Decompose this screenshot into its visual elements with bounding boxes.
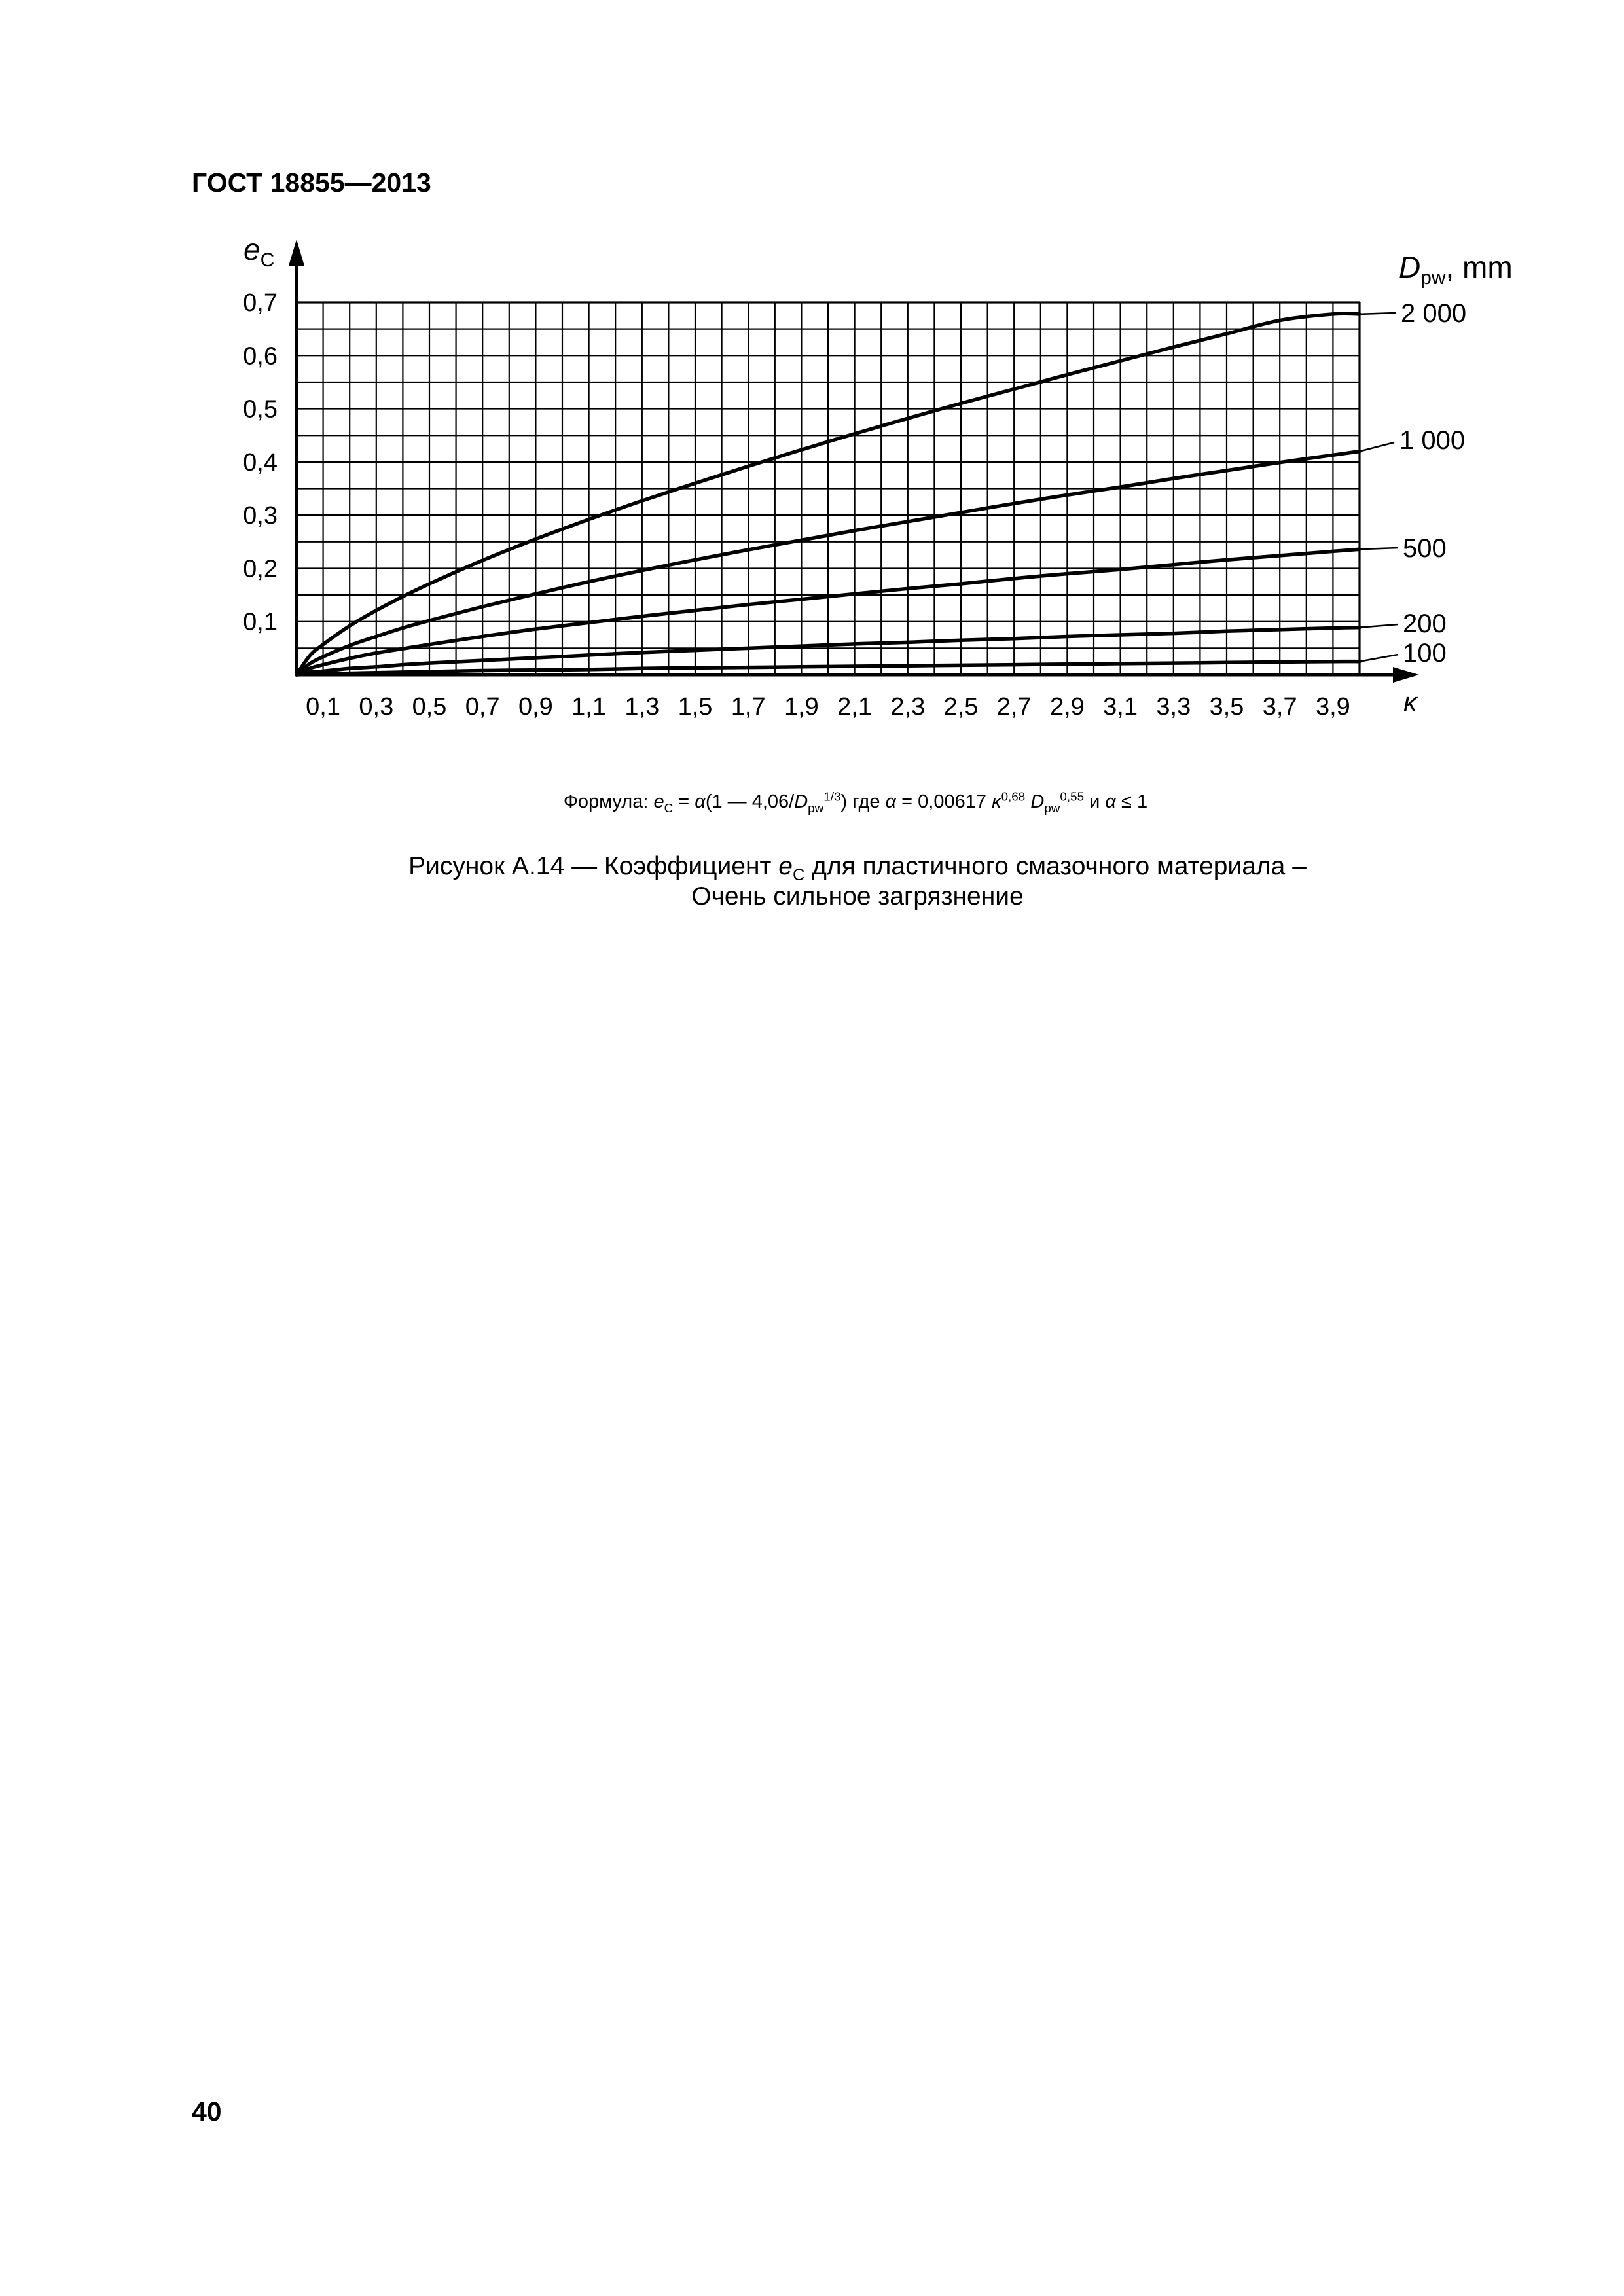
x-tick-label: 0,7 [465,693,500,721]
series-title-subscript: pw [1420,267,1446,289]
formula-text: (1 — 4,06/ [705,791,795,812]
x-tick-label: 1,7 [731,693,766,721]
x-tick-label: 0,5 [412,693,447,721]
chart-grid [297,302,1360,675]
y-tick-label: 0,6 [243,342,278,370]
formula-subscript: pw [1044,800,1060,815]
caption-text: для пластичного смазочного материала – [804,852,1307,880]
x-tick-label: 2,5 [943,693,979,721]
curve-leader-line-100 [1360,655,1398,662]
formula-variable: D [794,791,808,812]
caption-text: Рисунок А.14 — Коэффициент [408,852,779,880]
formula [95,789,1616,815]
x-axis-label [1403,689,1417,716]
y-tick-label: 0,3 [243,502,278,530]
formula-superscript: 0,68 [1001,789,1026,804]
chart-curve-labels [1399,299,1466,668]
chart [0,0,1624,785]
y-tick-label: 0,2 [243,555,278,583]
x-tick-label: 0,3 [359,693,394,721]
curve-leader-line-200 [1360,624,1398,628]
formula-subscript: C [664,800,674,815]
y-tick-label: 0,5 [243,395,278,423]
x-tick-label: 1,5 [677,693,713,721]
series-title-symbol: D [1399,250,1421,284]
figure-caption-line-2: Очень сильное загрязнение [691,882,1024,910]
x-tick-label: 3,9 [1315,693,1350,721]
series-title-unit: , mm [1445,250,1513,284]
formula-text: ≤ 1 [1115,791,1148,812]
x-tick-label: 0,1 [306,693,341,721]
x-tick-label: 3,7 [1262,693,1297,721]
x-tick-label: 3,3 [1156,693,1191,721]
formula-text: = [673,791,695,812]
document-header: ГОСТ 18855—2013 [192,168,431,198]
formula-text: = 0,00617 [896,791,992,812]
curve-leader-line-500 [1360,548,1398,549]
x-tick-label: 2,7 [996,693,1032,721]
page-number: 40 [192,2096,222,2126]
y-tick-label: 0,4 [243,448,278,476]
formula-subscript: pw [808,800,824,815]
curve-leader-line-2000 [1360,313,1396,314]
formula-variable: e [653,791,664,812]
curve-label-100: 100 [1403,639,1447,668]
formula-variable: D [1030,791,1045,812]
caption-variable: e [778,852,793,880]
formula-variable: α [695,791,706,812]
curve-label-500: 500 [1403,534,1447,563]
y-axis-label-subscript: C [260,249,275,272]
formula-text: и [1084,791,1106,812]
curve-label-2000: 2 000 [1401,299,1467,328]
figure-caption-line-1 [95,852,1620,884]
x-tick-label: 2,3 [890,693,926,721]
formula-variable: κ [992,791,1001,812]
x-tick-label: 3,5 [1209,693,1244,721]
x-axis-label-symbol: κ [1403,687,1417,717]
x-tick-label: 1,9 [784,693,819,721]
curve-label-1000: 1 000 [1399,426,1466,455]
y-axis-arrow-icon [289,240,304,266]
curve-leader-line-1000 [1360,442,1394,452]
formula-text: Формула: [563,791,654,812]
y-tick-label: 0,7 [243,289,278,317]
caption-subscript: C [792,865,805,884]
formula-superscript: 0,55 [1060,789,1085,804]
x-tick-label: 1,3 [624,693,660,721]
x-tick-label: 3,1 [1103,693,1138,721]
formula-variable: α [885,791,897,812]
x-tick-label: 1,1 [571,693,607,721]
formula-text: ) где [840,791,886,812]
chart-tick-labels [243,289,1350,721]
y-axis-label-symbol: e [244,232,261,266]
series-title [1399,250,1513,289]
formula-variable: α [1105,791,1116,812]
y-axis-label [244,232,275,272]
y-tick-label: 0,1 [243,608,278,636]
x-tick-label: 2,9 [1049,693,1085,721]
formula-superscript: 1/3 [823,789,841,804]
x-tick-label: 2,1 [837,693,873,721]
curve-label-200: 200 [1403,609,1447,638]
chart-curves [297,313,1398,675]
x-axis-arrow-icon [1393,667,1419,683]
x-tick-label: 0,9 [518,693,553,721]
